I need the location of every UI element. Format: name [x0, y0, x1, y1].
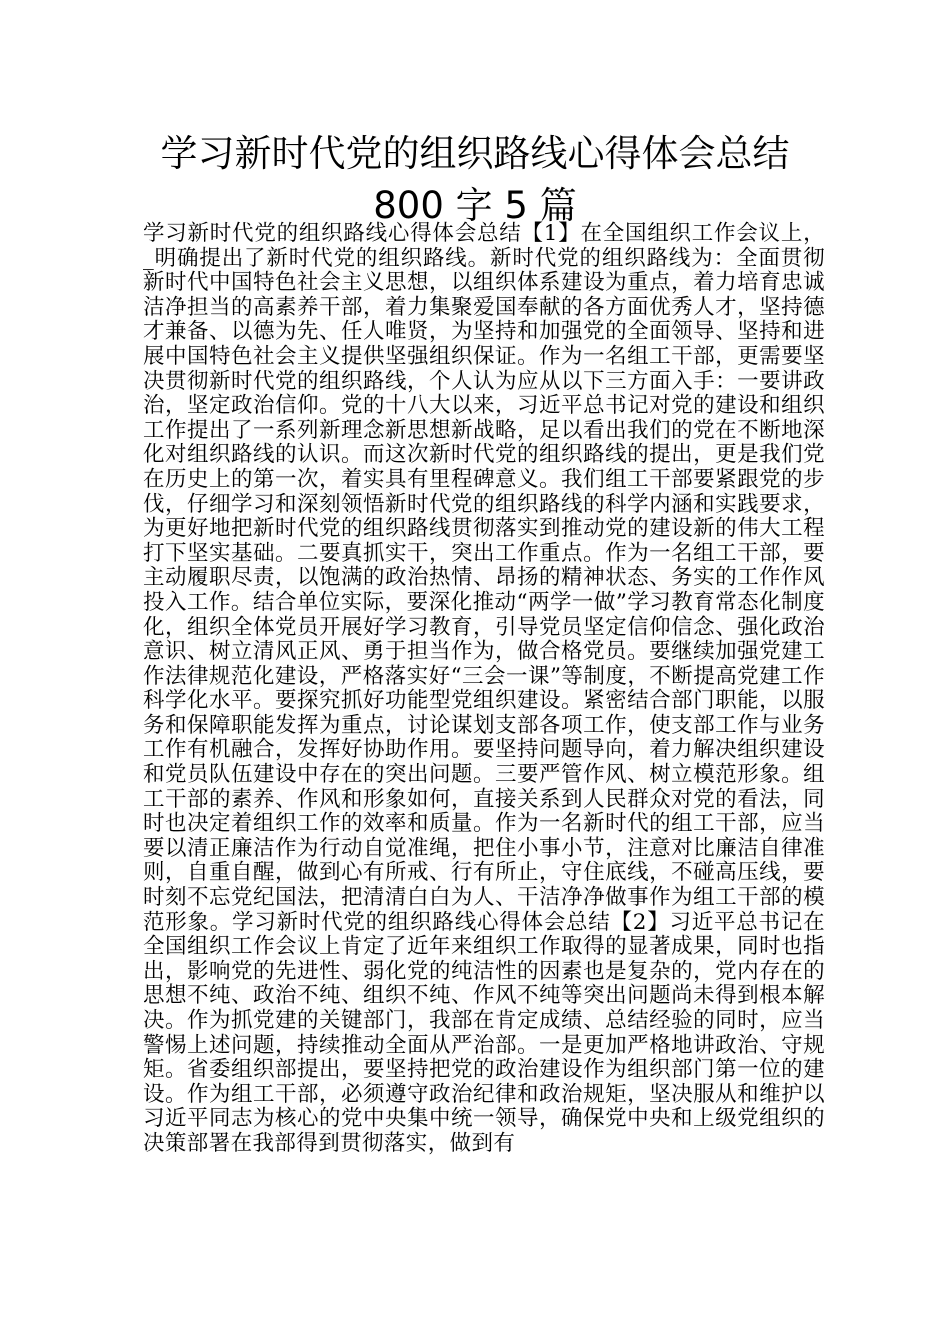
document-title: [120, 128, 830, 232]
title-line-1: 学习新时代党的组织路线心得体会总结: [160, 132, 790, 175]
body-paragraph: 学习新时代党的组织路线心得体会总结【1】在全国组织工作会议上，_明确提出了新时代党的组织路线。新时代党的组织路线为：全面贯彻新时代中国特色社会主义思想，以组织体系建设为重点，着力培育忠诚洁净担当的高素养干部，着力集聚爱国奉献的各方面优秀人才，坚持德才兼备、以德为先、任人唯贤，为坚持和加强党的全面领导、坚持和进展中国特色社会主义提供坚强组织保证。作为一名组工干部，更需要坚决贯彻新时代党的组织路线，个人认为应从以下三方面入手：一要讲政治，坚定政治信仰。党的十八大以来，习近平总书记对党的建设和组织工作提出了一系列新理念新思想新战略，足以看出我们的党在不断地深化对组织路线的认识。而这次新时代党的组织路线的提出，更是我们党在历史上的第一次，着实具有里程碑意义。我们组工干部要紧跟党的步伐，仔细学习和深刻领悟新时代党的组织路线的科学内涵和实践要求，为更好地把新时代党的组织路线贯彻落实到推动党的建设新的伟大工程打下坚实基础。二要真抓实干，突出工作重点。作为一名组工干部，要主动履职尽责，以饱满的政治热情、昂扬的精神状态、务实的工作作风投入工作。结合单位实际，要深化推动“两学一做”学习教育常态化制度化，组织全体党员开展好学习教育，引导党员坚定信仰信念、强化政治意识、树立清风正风、勇于担当作为，做合格党员。要继续加强党建工作法律规范化建设，严格落实好“三会一课”等制度，不断提高党建工作科学化水平。要探究抓好功能型党组织建设。紧密结合部门职能，以服务和保障职能发挥为重点，讨论谋划支部各项工作，使支部工作与业务工作有机融合，发挥好协助作用。要坚持问题导向，着力解决组织建设和党员队伍建设中存在的突出问题。三要严管作风、树立模范形象。组工干部的素养、作风和形象如何，直接关系到人民群众对党的看法，同时也决定着组织工作的效率和质量。作为一名新时代的组工干部，应当要以清正廉洁作为行动自觉准绳，把住小事小节，注意对比廉洁自律准则，自重自醒，做到心有所戒、行有所止，守住底线，不碰高压线，要时刻不忘党纪国法，把清清白白为人、干洁净净做事作为组工干部的模范形象。学习新时代党的组织路线心得体会总结【2】习近平总书记在全国组织工作会议上肯定了近年来组织工作取得的显著成果，同时也指出，影响党的先进性、弱化党的纯洁性的因素也是复杂的，党内存在的思想不纯、政治不纯、组织不纯、作风不纯等突出问题尚未得到根本解决。作为抓党建的关键部门，我部在肯定成绩、总结经验的同时，应当警惕上述问题，持续推动全面从严治部。一是更加严格地讲政治、守规矩。省委组织部提出，要坚持把党的政治建设作为组织部门第一位的建设。作为组工干部，必须遵守政治纪律和政治规矩，坚决服从和维护以习近平同志为核心的党中央集中统一领导，确保党中央和上级党组织的决策部署在我部得到贯彻落实，做到有: [143, 221, 825, 1156]
title-line-2: 800 字 5 篇: [373, 184, 577, 227]
